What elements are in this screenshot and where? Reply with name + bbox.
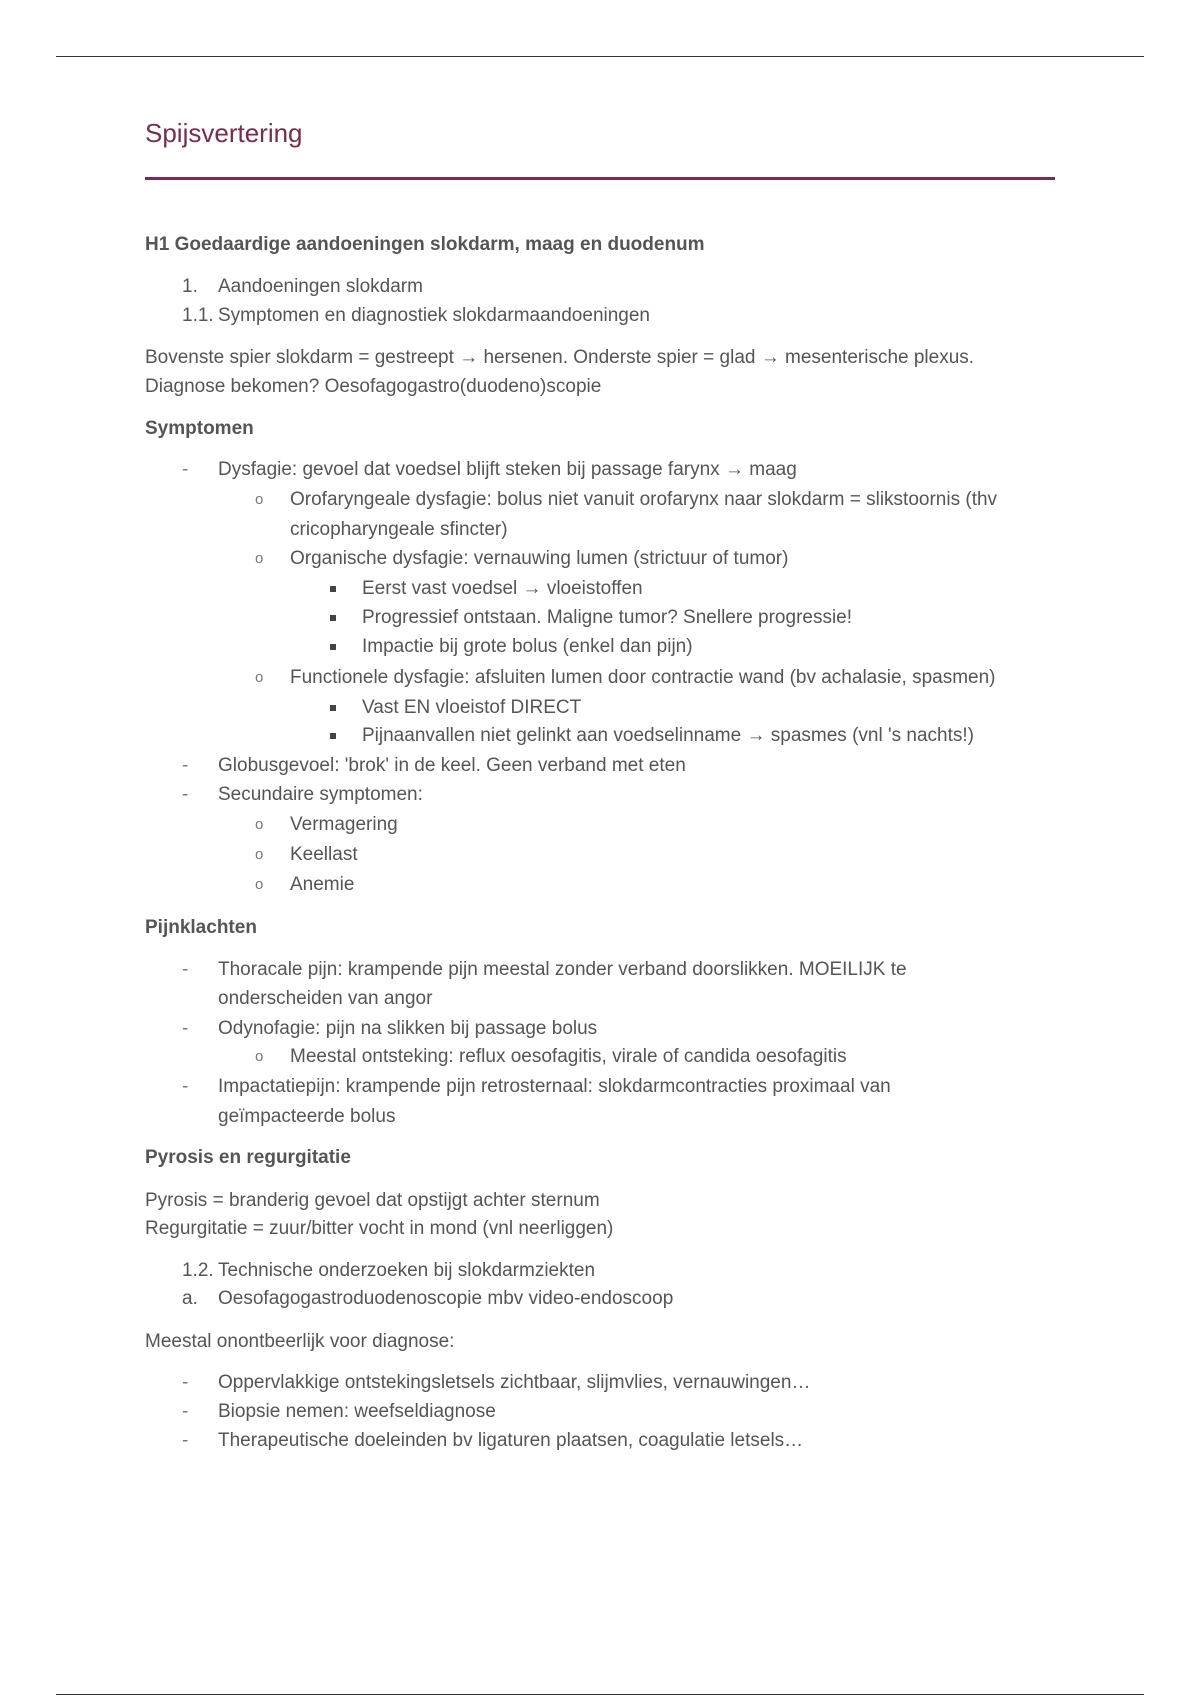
subheading-pyrosis: Pyrosis en regurgitatie bbox=[145, 1147, 351, 1168]
list-item-continuation: cricopharyngeale sfincter) bbox=[290, 519, 508, 540]
section-letter: a. bbox=[182, 1288, 198, 1309]
square-bullet bbox=[330, 723, 336, 749]
list-item: Thoracale pijn: krampende pijn meestal zonder verband doorslikken. MOEILIJK te bbox=[218, 959, 907, 980]
arrow-icon: → bbox=[522, 578, 542, 599]
list-item-text: spasmes (vnl 's nachts!) bbox=[770, 725, 974, 746]
circle-bullet: o bbox=[255, 816, 264, 833]
list-item: Odynofagie: pijn na slikken bij passage bolus bbox=[218, 1018, 598, 1039]
square-bullet bbox=[330, 634, 336, 660]
circle-bullet: o bbox=[255, 1048, 264, 1065]
subheading-symptomen: Symptomen bbox=[145, 418, 254, 439]
header-rule bbox=[56, 56, 1144, 57]
list-item: Impactie bij grote bolus (enkel dan pijn) bbox=[362, 636, 693, 657]
list-item-text: Dysfagie: gevoel dat voedsel blijft steken bij passage farynx bbox=[218, 459, 720, 480]
list-item: Oppervlakkige ontstekingsletsels zichtbaar, slijmvlies, vernauwingen… bbox=[218, 1372, 811, 1393]
section-number: 1. bbox=[182, 276, 198, 297]
list-item-continuation: geïmpacteerde bolus bbox=[218, 1106, 396, 1127]
paragraph-line: Regurgitatie = zuur/bitter vocht in mond (vnl neerliggen) bbox=[145, 1218, 614, 1239]
section-heading: Technische onderzoeken bij slokdarmziekten bbox=[218, 1260, 596, 1281]
list-item: Orofaryngeale dysfagie: bolus niet vanuit orofarynx naar slokdarm = slikstoornis (thv bbox=[290, 489, 998, 510]
section-heading: Aandoeningen slokdarm bbox=[218, 276, 423, 297]
paragraph-line bbox=[145, 345, 974, 371]
list-item: Impactatiepijn: krampende pijn retrosternaal: slokdarmcontracties proximaal van bbox=[218, 1076, 891, 1097]
list-item-text: Eerst vast voedsel bbox=[362, 578, 518, 599]
list-item: Meestal ontsteking: reflux oesofagitis, virale of candida oesofagitis bbox=[290, 1046, 847, 1067]
list-item: Therapeutische doeleinden bv ligaturen plaatsen, coagulatie letsels… bbox=[218, 1430, 804, 1451]
paragraph-line: Diagnose bekomen? Oesofagogastro(duodeno)scopie bbox=[145, 376, 602, 397]
list-item: Organische dysfagie: vernauwing lumen (strictuur of tumor) bbox=[290, 548, 789, 569]
list-item: Progressief ontstaan. Maligne tumor? Snellere progressie! bbox=[362, 607, 853, 628]
list-item: Globusgevoel: 'brok' in de keel. Geen verband met eten bbox=[218, 755, 686, 776]
dash-bullet: - bbox=[182, 784, 189, 805]
dash-bullet: - bbox=[182, 1401, 189, 1422]
list-item bbox=[362, 723, 974, 749]
arrow-icon: → bbox=[746, 725, 766, 746]
dash-bullet: - bbox=[182, 1372, 189, 1393]
footer-rule bbox=[56, 1694, 1144, 1695]
list-item-continuation: onderscheiden van angor bbox=[218, 988, 433, 1009]
dash-bullet: - bbox=[182, 755, 189, 776]
paragraph-line: Meestal onontbeerlijk voor diagnose: bbox=[145, 1331, 455, 1352]
circle-bullet: o bbox=[255, 669, 264, 686]
circle-bullet: o bbox=[255, 491, 264, 508]
list-item: Anemie bbox=[290, 874, 355, 895]
dash-bullet: - bbox=[182, 1018, 189, 1039]
list-item: Biopsie nemen: weefseldiagnose bbox=[218, 1401, 496, 1422]
chapter-heading: H1 Goedaardige aandoeningen slokdarm, maag en duodenum bbox=[145, 234, 705, 255]
square-bullet bbox=[330, 695, 336, 721]
list-item: Secundaire symptomen: bbox=[218, 784, 423, 805]
circle-bullet: o bbox=[255, 550, 264, 567]
arrow-icon: → bbox=[724, 459, 744, 480]
subheading-pijnklachten: Pijnklachten bbox=[145, 917, 257, 938]
dash-bullet: - bbox=[182, 1076, 189, 1097]
list-item: Keellast bbox=[290, 844, 358, 865]
arrow-icon: → bbox=[459, 347, 479, 368]
circle-bullet: o bbox=[255, 876, 264, 893]
list-item bbox=[218, 457, 797, 483]
list-item: Vast EN vloeistof DIRECT bbox=[362, 697, 582, 718]
list-item: Vermagering bbox=[290, 814, 398, 835]
dash-bullet: - bbox=[182, 959, 189, 980]
arrow-icon: → bbox=[760, 347, 780, 368]
list-item-text: Pijnaanvallen niet gelinkt aan voedselinname bbox=[362, 725, 742, 746]
section-heading: Oesofagogastroduodenoscopie mbv video-endoscoop bbox=[218, 1288, 674, 1309]
page-title: Spijsvertering bbox=[145, 118, 303, 148]
circle-bullet: o bbox=[255, 846, 264, 863]
section-heading: Symptomen en diagnostiek slokdarmaandoeningen bbox=[218, 305, 650, 326]
list-item-text: maag bbox=[749, 459, 797, 480]
square-bullet bbox=[330, 576, 336, 602]
title-underline bbox=[145, 177, 1055, 180]
list-item: Functionele dysfagie: afsluiten lumen door contractie wand (bv achalasie, spasmen) bbox=[290, 667, 996, 688]
section-number: 1.1. bbox=[182, 305, 214, 326]
list-item bbox=[362, 576, 643, 602]
paragraph-text: Bovenste spier slokdarm = gestreept bbox=[145, 347, 454, 368]
section-number: 1.2. bbox=[182, 1260, 214, 1281]
dash-bullet: - bbox=[182, 459, 189, 480]
paragraph-text: mesenterische plexus. bbox=[785, 347, 975, 368]
list-item-text: vloeistoffen bbox=[546, 578, 643, 599]
paragraph-line: Pyrosis = branderig gevoel dat opstijgt achter sternum bbox=[145, 1190, 600, 1211]
square-bullet bbox=[330, 605, 336, 631]
paragraph-text: hersenen. Onderste spier = glad bbox=[483, 347, 756, 368]
dash-bullet: - bbox=[182, 1430, 189, 1451]
